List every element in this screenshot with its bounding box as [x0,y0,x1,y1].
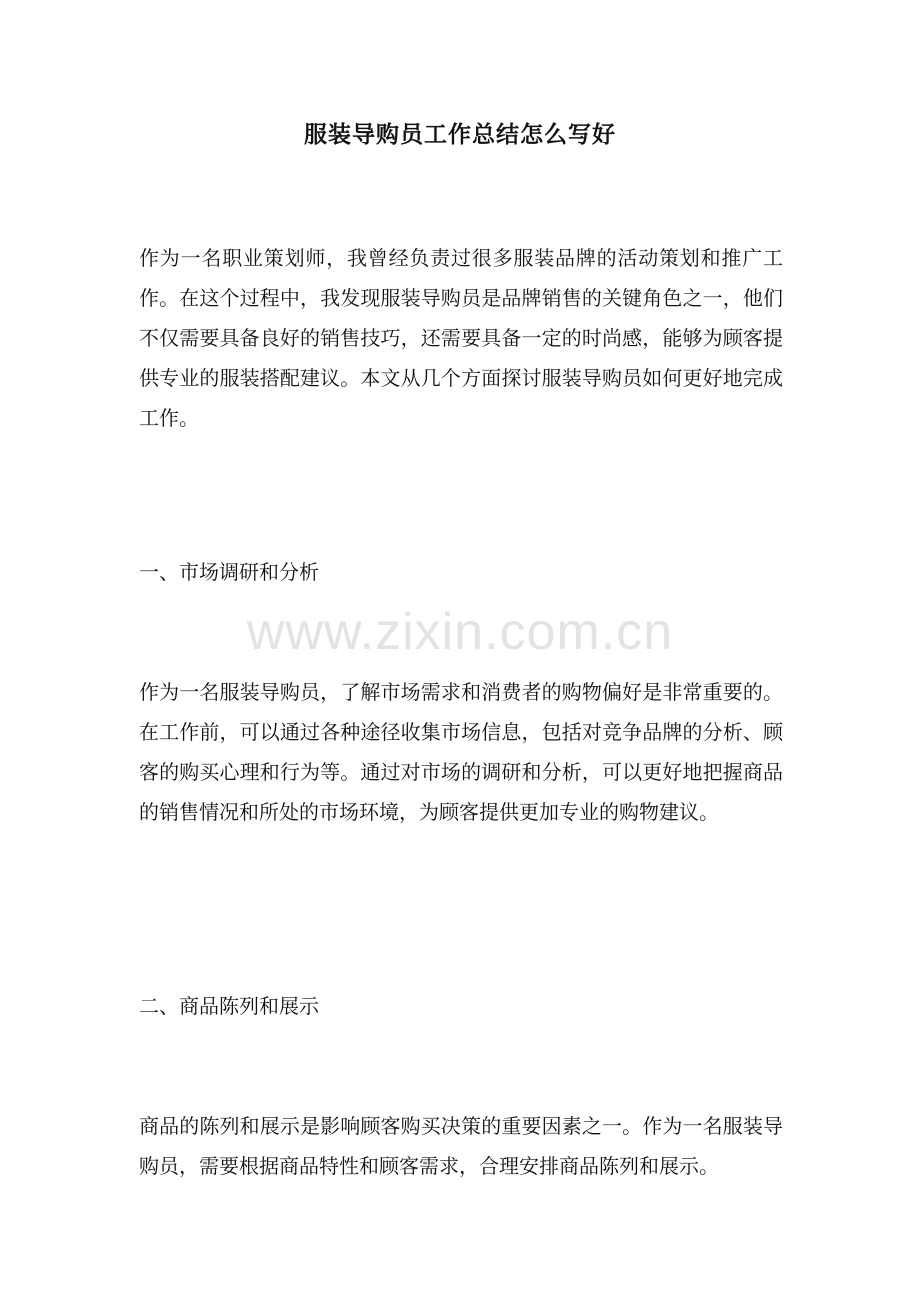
watermark-text: www.zixin.com.cn [246,603,674,661]
section-1-paragraph: 作为一名服装导购员，了解市场需求和消费者的购物偏好是非常重要的。在工作前，可以通过各种途径收集市场信息，包括对竞争品牌的分析、顾客的购买心理和行为等。通过对市场的调研和分析，可以更好地把握商品的销售情况和所处的市场环境，为顾客提供更加专业的购物建议。 [139,680,783,824]
document-title: 服装导购员工作总结怎么写好 [304,121,616,148]
section-heading-1: 一、市场调研和分析 [139,560,319,584]
intro-paragraph: 作为一名职业策划师，我曾经负责过很多服装品牌的活动策划和推广工作。在这个过程中，我发现服装导购员是品牌销售的关键角色之一，他们不仅需要具备良好的销售技巧，还需要具备一定的时尚感，能够为顾客提供专业的服装搭配建议。本文从几个方面探讨服装导购员如何更好地完成工作。 [139,246,783,430]
section-heading-2: 二、商品陈列和展示 [139,994,319,1018]
section-2-paragraph: 商品的陈列和展示是影响顾客购买决策的重要因素之一。作为一名服装导购员，需要根据商品特性和顾客需求，合理安排商品陈列和展示。 [139,1114,783,1178]
